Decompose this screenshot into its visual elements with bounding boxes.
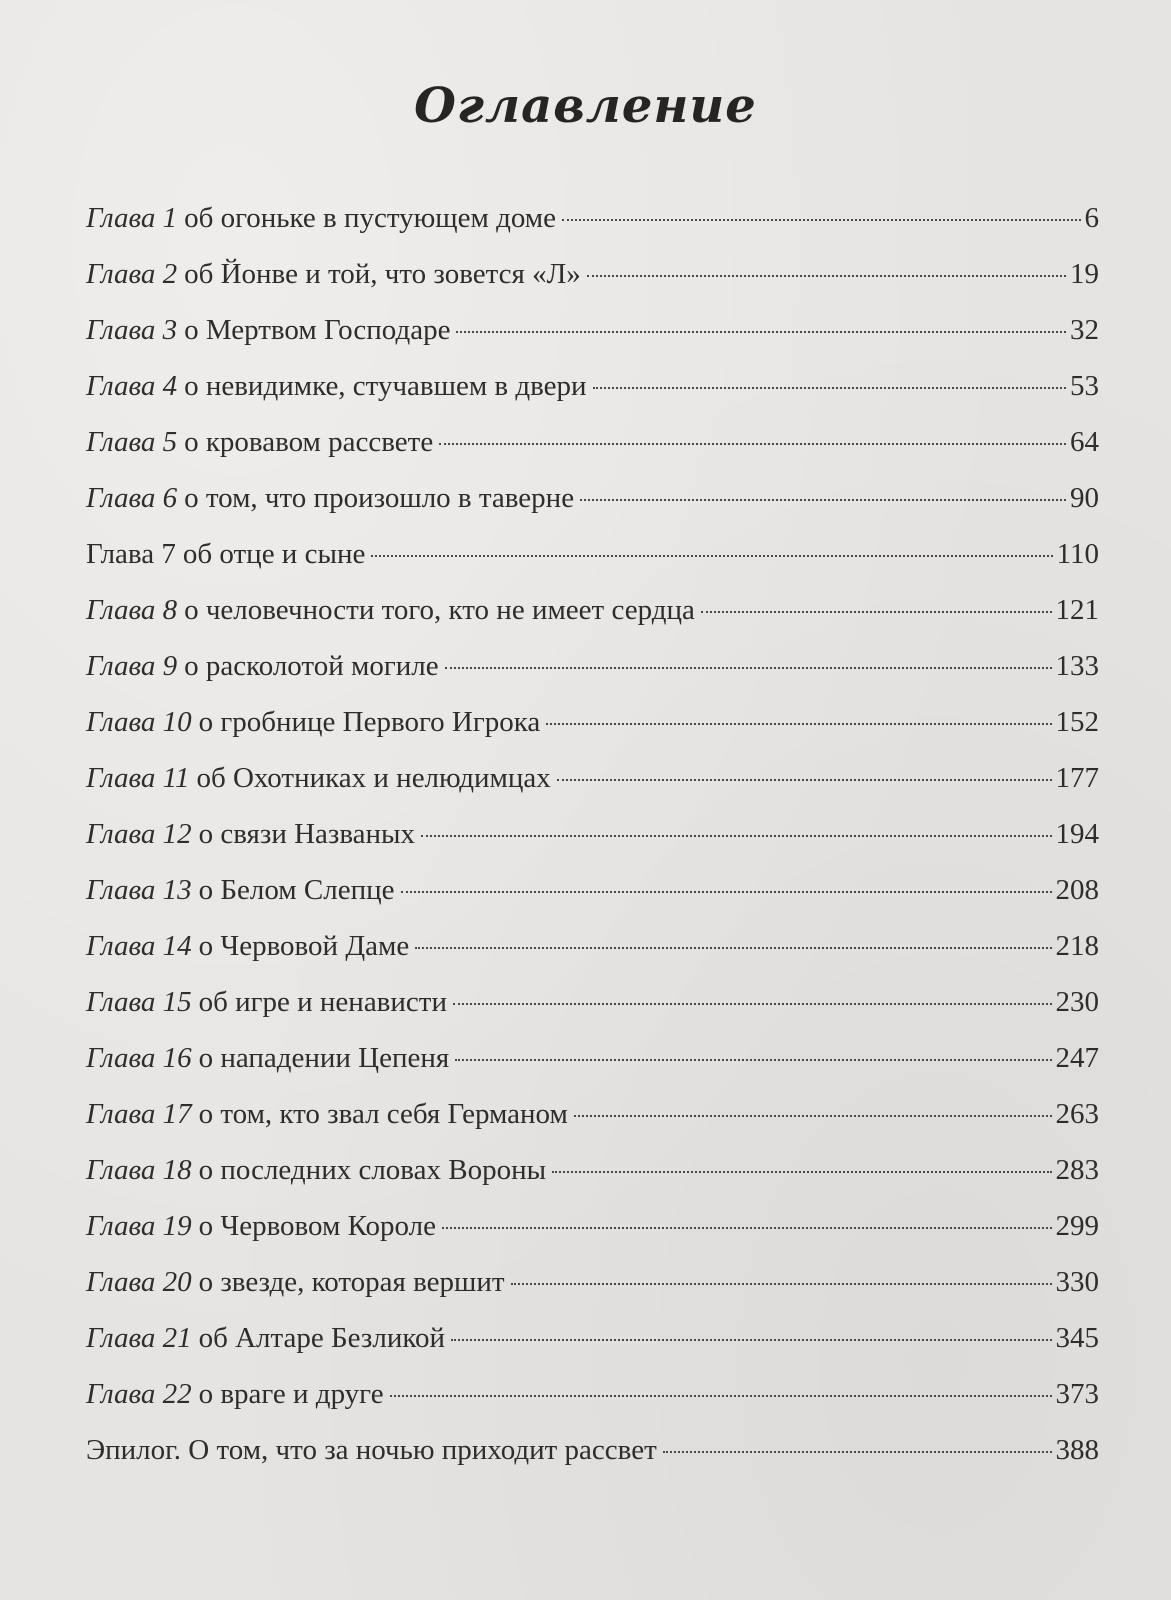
toc-entry-19	[86, 1210, 1099, 1266]
page-number: 32	[1070, 314, 1099, 346]
page-number: 152	[1055, 706, 1099, 738]
dot-leader	[511, 1283, 1052, 1285]
toc-entry-14	[86, 930, 1099, 986]
chapter-title: о Мертвом Господаре	[184, 314, 451, 346]
toc-title: Оглавление	[414, 78, 757, 134]
chapter-label: Глава 4	[86, 370, 178, 402]
dot-leader	[455, 1059, 1051, 1061]
page-number: 121	[1055, 594, 1099, 626]
toc-entry-7	[86, 538, 1099, 594]
toc-entry-11	[86, 762, 1099, 818]
toc-entry-6	[86, 482, 1099, 538]
chapter-label: Глава 20	[86, 1266, 192, 1298]
chapter-label: Глава 12	[86, 818, 192, 850]
toc-entry-21	[86, 1322, 1099, 1378]
toc-entry-10	[86, 706, 1099, 762]
table-of-contents	[86, 202, 1099, 1490]
chapter-label: Глава 1	[86, 202, 178, 234]
chapter-title: о кровавом рассвете	[184, 426, 434, 458]
dot-leader	[421, 835, 1051, 837]
chapter-label: Глава 22	[86, 1378, 192, 1410]
chapter-title: о нападении Цепеня	[198, 1042, 450, 1074]
dot-leader	[562, 219, 1080, 221]
dot-leader	[445, 667, 1052, 669]
toc-entry-22	[86, 1378, 1099, 1434]
chapter-title: об Охотниках и нелюдимцах	[196, 762, 551, 794]
toc-entry-4	[86, 370, 1099, 426]
chapter-title: о звезде, которая вершит	[198, 1266, 505, 1298]
chapter-label: Глава 9	[86, 650, 178, 682]
dot-leader	[546, 723, 1051, 725]
chapter-title: о последних словах Вороны	[198, 1154, 547, 1186]
page-number: 373	[1055, 1378, 1099, 1410]
dot-leader	[587, 275, 1066, 277]
page-number: 90	[1070, 482, 1099, 514]
chapter-title: о расколотой могиле	[184, 650, 439, 682]
page-number: 388	[1055, 1434, 1099, 1466]
dot-leader	[552, 1171, 1051, 1173]
chapter-title: об огоньке в пустующем доме	[184, 202, 557, 234]
page-number: 247	[1055, 1042, 1099, 1074]
chapter-label: Глава 18	[86, 1154, 192, 1186]
page-number: 53	[1070, 370, 1099, 402]
chapter-title: о враге и друге	[198, 1378, 384, 1410]
chapter-title: о том, что произошло в таверне	[184, 482, 575, 514]
dot-leader	[701, 611, 1052, 613]
page-number: 194	[1055, 818, 1099, 850]
epilogue-title: Эпилог. О том, что за ночью приходит рассвет	[86, 1434, 657, 1466]
page-number: 283	[1055, 1154, 1099, 1186]
chapter-label: Глава 6	[86, 482, 178, 514]
dot-leader	[574, 1115, 1052, 1117]
toc-entry-17	[86, 1098, 1099, 1154]
dot-leader	[593, 387, 1066, 389]
toc-entry-13	[86, 874, 1099, 930]
chapter-label: Глава 14	[86, 930, 192, 962]
page-number: 218	[1055, 930, 1099, 962]
chapter-title: о невидимке, стучавшем в двери	[184, 370, 587, 402]
page-number: 345	[1055, 1322, 1099, 1354]
chapter-title: о человечности того, кто не имеет сердца	[184, 594, 695, 626]
page-number: 110	[1056, 538, 1099, 570]
page-number: 133	[1055, 650, 1099, 682]
chapter-label: Глава 5	[86, 426, 178, 458]
chapter-label: Глава 8	[86, 594, 178, 626]
toc-entry-3	[86, 314, 1099, 370]
toc-entry-20	[86, 1266, 1099, 1322]
chapter-title: о гробнице Первого Игрока	[198, 706, 541, 738]
chapter-title: о Червовом Короле	[198, 1210, 436, 1242]
chapter-label: Глава 11	[86, 762, 190, 794]
page-number: 6	[1084, 202, 1099, 234]
dot-leader	[371, 555, 1052, 557]
toc-entry-9	[86, 650, 1099, 706]
dot-leader	[390, 1395, 1052, 1397]
toc-entry-16	[86, 1042, 1099, 1098]
chapter-label: Глава 16	[86, 1042, 192, 1074]
dot-leader	[663, 1451, 1052, 1453]
page-number: 64	[1070, 426, 1099, 458]
chapter-title: о том, кто звал себя Германом	[198, 1098, 568, 1130]
dot-leader	[451, 1339, 1052, 1341]
chapter-label: Глава 3	[86, 314, 178, 346]
chapter-label: Глава 7	[86, 538, 176, 570]
dot-leader	[442, 1227, 1052, 1229]
chapter-label: Глава 21	[86, 1322, 192, 1354]
chapter-title: о связи Названых	[198, 818, 416, 850]
dot-leader	[453, 1003, 1052, 1005]
dot-leader	[401, 891, 1052, 893]
chapter-label: Глава 2	[86, 258, 178, 290]
dot-leader	[456, 331, 1066, 333]
chapter-title: об отце и сыне	[182, 538, 366, 570]
chapter-label: Глава 15	[86, 986, 192, 1018]
chapter-label: Глава 10	[86, 706, 192, 738]
page-number: 177	[1055, 762, 1099, 794]
page-number: 230	[1055, 986, 1099, 1018]
page-number: 330	[1055, 1266, 1099, 1298]
toc-entry-18	[86, 1154, 1099, 1210]
toc-entry-2	[86, 258, 1099, 314]
page-number: 263	[1055, 1098, 1099, 1130]
dot-leader	[415, 947, 1051, 949]
toc-entry-12	[86, 818, 1099, 874]
toc-entry-5	[86, 426, 1099, 482]
chapter-title: об игре и ненависти	[198, 986, 447, 1018]
chapter-label: Глава 17	[86, 1098, 192, 1130]
chapter-title: о Червовой Даме	[198, 930, 410, 962]
page-number: 19	[1070, 258, 1099, 290]
chapter-label: Глава 13	[86, 874, 192, 906]
chapter-title: о Белом Слепце	[198, 874, 395, 906]
toc-entry-15	[86, 986, 1099, 1042]
toc-entry-8	[86, 594, 1099, 650]
chapter-label: Глава 19	[86, 1210, 192, 1242]
dot-leader	[439, 443, 1066, 445]
toc-entry-epilogue	[86, 1434, 1099, 1490]
page-number: 208	[1055, 874, 1099, 906]
dot-leader	[580, 499, 1066, 501]
dot-leader	[557, 779, 1052, 781]
chapter-title: об Йонве и той, что зовется «Л»	[184, 258, 581, 290]
page-number: 299	[1055, 1210, 1099, 1242]
toc-entry-1	[86, 202, 1099, 258]
chapter-title: об Алтаре Безликой	[198, 1322, 445, 1354]
